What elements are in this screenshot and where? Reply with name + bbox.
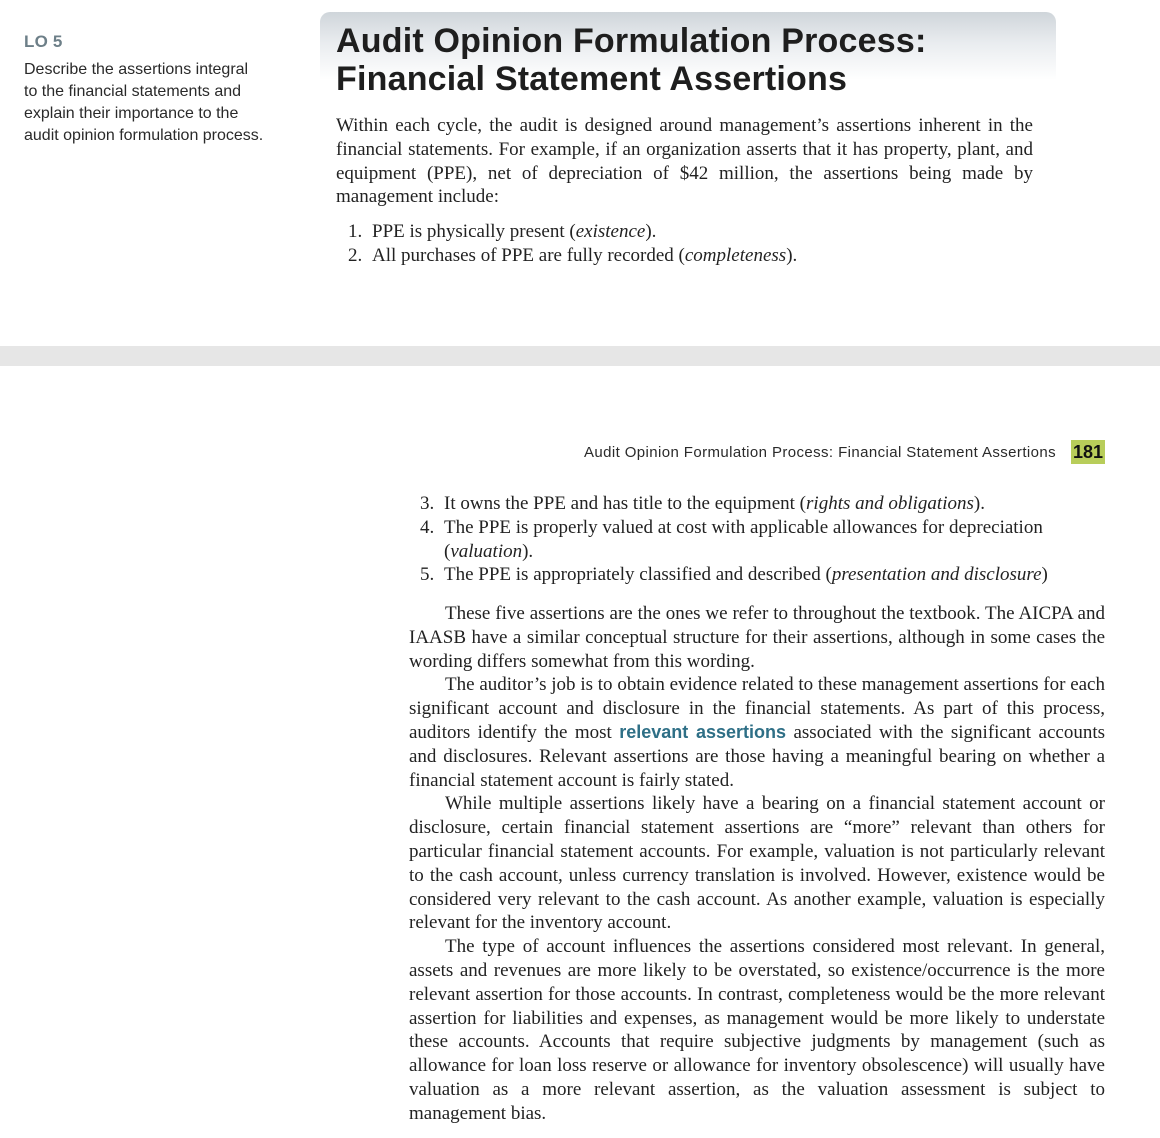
key-term: relevant assertions [619,721,787,742]
assertion-list-bottom [420,492,1106,587]
list-item: 5. The PPE is appropriately classified and described (presentation and disclosure) [420,564,1048,586]
intro-paragraph: Within each cycle, the audit is designed around management’s assertions inherent in the financial statements. For example, if an organization asserts that it has property, plant, and equipment (PPE), net of depreciation of $42 million, the assertions being made by management include: [336,115,1033,208]
list-item: 3. It owns the PPE and has title to the equipment (rights and obligations). [420,493,985,514]
list-item: 2. All purchases of PPE are fully recorded (completeness). [348,244,798,266]
body-text [409,602,1105,1126]
list-item: 4. The PPE is properly valued at cost with applicable allowances for depreciation (valuation). [420,516,1043,562]
running-head: Audit Opinion Formulation Process: Financial Statement Assertions [583,444,1056,461]
assertion-list-top [348,220,1048,268]
paragraph: These five assertions are the ones we refer to throughout the textbook. The AICPA and IAASB have a similar conceptual structure for their assertions, although in some cases the wording differs somewhat from this wording. [409,603,1105,672]
lo-label: LO 5 [24,32,63,51]
section-title-line2: Financial Statement Assertions [336,60,848,98]
paragraph: While multiple assertions likely have a bearing on a financial statement account or disclosure, certain financial statement assertions are “more” relevant than others for particular financial statement accounts. For example, valuation is not particularly relevant to the cash account, unless currency translation is involved. However, existence would be considered very relevant to the cash account. As another example, valuation is especially relevant for the inventory account. [409,793,1105,934]
section-title-line1: Audit Opinion Formulation Process: [336,22,927,60]
paragraph: The auditor’s job is to obtain evidence related to these management assertions for each significant account and disclosure in the financial statements. As part of this process, auditors identify the most relevant assertions associated with the significant accounts and disclosures. Relevant assertions are those having a meaningful bearing on whether a financial statement account is fairly stated. [409,674,1105,791]
section-title [336,22,1036,98]
list-item: 1. PPE is physically present (existence). [348,221,657,242]
learning-objective [24,32,264,147]
lo-text: Describe the assertions integral to the financial statements and explain their importance to the audit opinion formulation process. [24,61,264,144]
page-number: 181 [1072,442,1104,462]
page-divider [0,346,1160,366]
page-top [0,0,1160,346]
paragraph: The type of account influences the assertions considered most relevant. In general, assets and revenues are more likely to be overstated, so existence/occurrence is the more relevant assertion for those accounts. In contrast, completeness would be the more relevant assertion for liabilities and expenses, as management would be more likely to understate these accounts. Accounts that require subjective judgments by management (such as allowance for loan loss reserve or allowance for inventory obsolescence) will usually have valuation as a more relevant assertion, as the valuation assessment is subject to management bias. [409,936,1105,1124]
page-bottom [0,366,1160,1138]
